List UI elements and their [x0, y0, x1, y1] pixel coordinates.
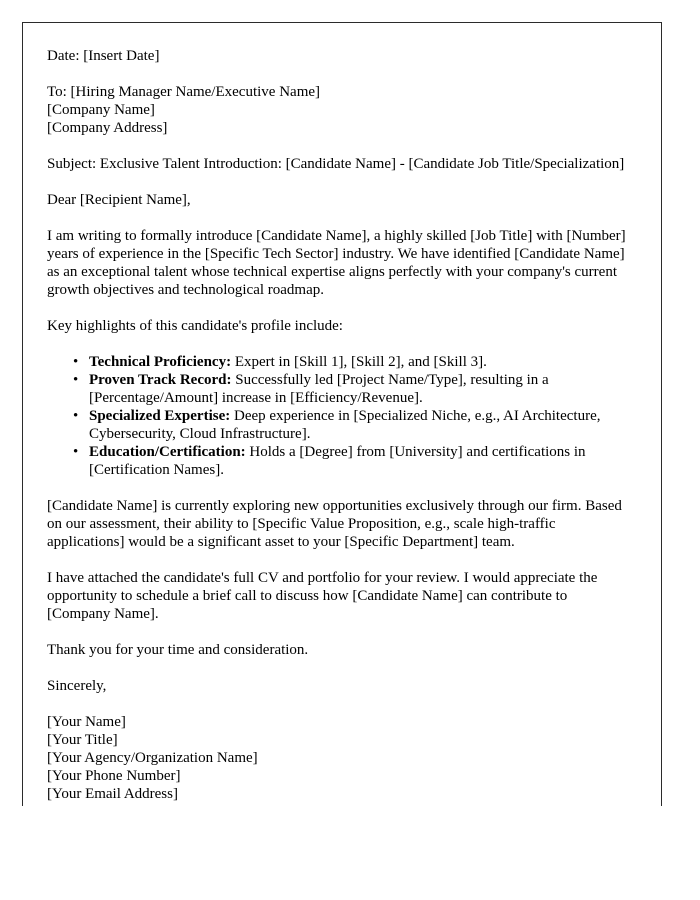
highlight-lead: Specialized Expertise: — [89, 408, 231, 424]
signature-organization: [Your Agency/Organization Name] — [47, 750, 258, 766]
subject-line: Subject: Exclusive Talent Introduction: [Candidate Name] - [Candidate Job Title/Specialization] — [47, 156, 625, 172]
document-page — [22, 22, 662, 806]
attachment-paragraph: I have attached the candidate's full CV and portfolio for your review. I would appreciate the opportunity to schedule a brief call to discuss how [Candidate Name] can contribute to [Company Name]. — [47, 570, 598, 622]
letter-body — [23, 23, 661, 803]
signature-phone: [Your Phone Number] — [47, 768, 181, 784]
signature-name: [Your Name] — [47, 714, 126, 730]
recipient-company-line: [Company Name] — [47, 102, 155, 118]
recipient-address-line: [Company Address] — [47, 120, 168, 136]
highlights-list — [47, 353, 629, 479]
highlight-text: Holds a [Degree] from [University] and certifications in [Certification Names]. — [89, 444, 586, 478]
list-item — [89, 371, 629, 407]
highlight-text: Expert in [Skill 1], [Skill 2], and [Skill 3]. — [231, 354, 487, 370]
list-item — [89, 353, 629, 371]
recipient-name-line: To: [Hiring Manager Name/Executive Name] — [47, 84, 321, 100]
highlight-text: Successfully led [Project Name/Type], resulting in a [Percentage/Amount] increase in [Efficiency/Revenue]. — [89, 372, 549, 406]
list-item — [89, 407, 629, 443]
highlight-text: Deep experience in [Specialized Niche, e.g., AI Architecture, Cybersecurity, Cloud Infrastructure]. — [89, 408, 601, 442]
list-item — [89, 443, 629, 479]
thanks-paragraph: Thank you for your time and consideration. — [47, 642, 309, 658]
signature-title: [Your Title] — [47, 732, 118, 748]
list-intro: Key highlights of this candidate's profile include: — [47, 318, 343, 334]
intro-paragraph: I am writing to formally introduce [Candidate Name], a highly skilled [Job Title] with [Number] years of experience in the [Specific Tech Sector] industry. We have identified [Candidate Name] as an exceptional talent whose technical expertise aligns perfectly with your company's current growth objectives and technological roadmap. — [47, 228, 626, 298]
signature-block — [47, 713, 629, 803]
closing-salutation: Sincerely, — [47, 678, 107, 694]
highlight-lead: Education/Certification: — [89, 444, 246, 460]
highlight-lead: Proven Track Record: — [89, 372, 232, 388]
signature-email: [Your Email Address] — [47, 786, 178, 802]
availability-paragraph: [Candidate Name] is currently exploring new opportunities exclusively through our firm. Based on our assessment, their ability to [Specific Value Proposition, e.g., scale high-traffic applications] would be a significant asset to your [Specific Department] team. — [47, 498, 622, 550]
date-line: Date: [Insert Date] — [47, 48, 160, 64]
date-block — [47, 47, 629, 65]
recipient-address-block — [47, 83, 629, 137]
salutation: Dear [Recipient Name], — [47, 192, 191, 208]
highlight-lead: Technical Proficiency: — [89, 354, 232, 370]
